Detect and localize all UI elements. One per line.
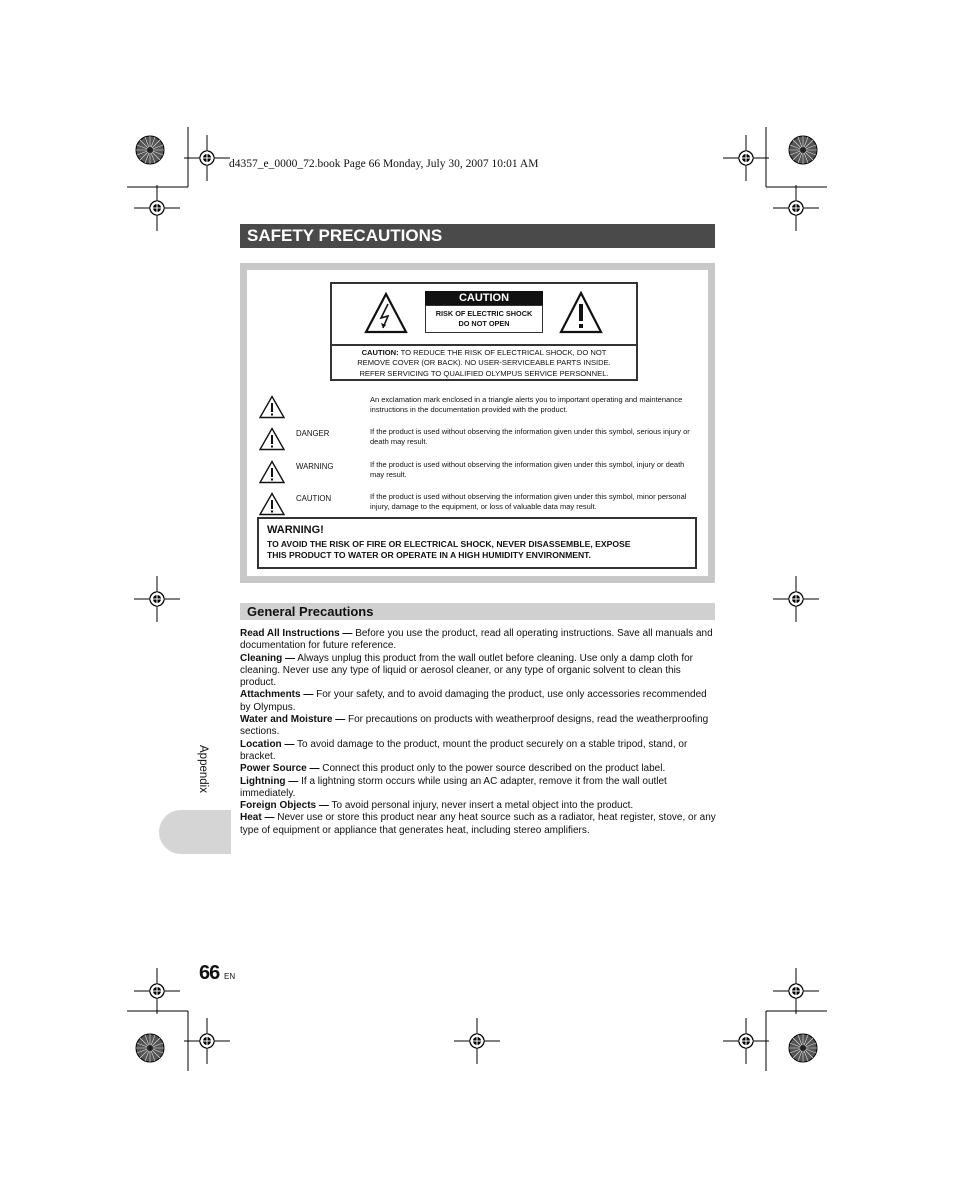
book-header-line: d4357_e_0000_72.book Page 66 Monday, July 30, 2007 10:01 AM [229,158,539,170]
caution-label: CAUTION [425,291,543,305]
symbol-row-danger [259,427,699,455]
symbol-row [259,395,699,423]
symbol-row-caution [259,492,699,520]
item-text: Always unplug this product from the wall outlet before cleaning. Use only a damp cloth for cleaning. Never use any type of liquid or aerosol cleaner, or any type of organic solvent to clean this product. [240,652,694,689]
symbol-label-caution: CAUTION [296,494,332,503]
warning-box [257,517,697,569]
symbol-description: If the product is used without observing the information given under this symbol, injury or death may result. [370,460,685,480]
caution-note-line1: TO REDUCE THE RISK OF ELECTRICAL SHOCK, DO NOT [398,348,607,357]
item-text: To avoid damage to the product, mount the product securely on a stable tripod, stand, or bracket. [240,738,688,762]
item-term: Read All Instructions — [240,628,353,639]
list-item [240,689,718,714]
caution-panel [330,282,638,381]
general-precautions-list [240,628,718,837]
caution-panel-top [332,284,636,346]
item-text: For precautions on products with weatherproof designs, read the weatherproofing sections. [240,714,709,738]
safety-box [240,263,715,583]
caution-subtitle-line2: DO NOT OPEN [458,319,510,328]
exclamation-triangle-icon [259,395,285,419]
item-term: Water and Moisture — [240,714,346,726]
caution-note-bold: CAUTION: [361,348,399,357]
item-text: Connect this product only to the power source described on the product label. [319,763,666,775]
symbol-label-warning: WARNING [296,462,334,471]
item-text: For your safety, and to avoid damaging the product, use only accessories recommended by Olympus. [240,689,707,713]
symbol-description: An exclamation mark enclosed in a triangle alerts you to important operating and maintenance instructions in the documentation provided with the product. [370,395,683,415]
item-term: Lightning — [240,775,299,787]
item-term: Location — [240,738,295,750]
exclamation-triangle-icon [259,427,285,451]
caution-note [336,348,632,379]
warning-title: WARNING! [267,524,324,536]
lightning-triangle-icon [364,292,408,334]
item-term: Power Source — [240,763,320,775]
list-item [240,714,718,739]
item-term: Foreign Objects — [240,800,329,812]
safety-box-inner [247,270,708,576]
section-title: SAFETY PRECAUTIONS [240,224,715,248]
exclamation-triangle-icon [259,460,285,484]
exclamation-triangle-icon [259,492,285,516]
list-item [240,776,718,801]
item-term: Attachments — [240,689,314,701]
page-language: EN [224,972,236,981]
list-item [240,739,718,764]
list-item [240,800,718,812]
list-item [240,812,718,837]
symbol-row-warning [259,460,699,488]
side-tab [159,810,231,854]
exclamation-triangle-icon [559,291,603,335]
warning-text [267,539,691,561]
list-item [240,628,718,653]
caution-note-line3: REFER SERVICING TO QUALIFIED OLYMPUS SERVICE PERSONNEL. [359,368,609,378]
list-item [240,653,718,690]
symbol-label-danger: DANGER [296,429,330,438]
item-text: If a lightning storm occurs while using an AC adapter, remove it from the wall outlet immediately. [240,775,667,799]
item-text: To avoid personal injury, never insert a metal object into the product. [328,800,634,812]
general-precautions-title: General Precautions [240,603,715,620]
warning-text-line1: TO AVOID THE RISK OF FIRE OR ELECTRICAL SHOCK, NEVER DISASSEMBLE, EXPOSE [267,539,631,549]
item-term: Heat — [240,812,275,824]
item-term: Cleaning — [240,652,296,664]
item-text: Before you use the product, read all operating instructions. Save all manuals and documentation for future reference. [240,628,713,652]
caution-subtitle-line1: RISK OF ELECTRIC SHOCK [435,309,533,318]
page-number: 66 [199,962,220,984]
list-item [240,763,718,775]
caution-note-line2: REMOVE COVER (OR BACK). NO USER-SERVICEABLE PARTS INSIDE. [357,358,611,368]
caution-subtitle [425,305,543,333]
warning-text-line2: THIS PRODUCT TO WATER OR OPERATE IN A HIGH HUMIDITY ENVIRONMENT. [267,550,591,560]
symbol-description: If the product is used without observing the information given under this symbol, minor personal injury, damage to the equipment, or loss of valuable data may result. [370,492,687,512]
item-text: Never use or store this product near any heat source such as a radiator, heat register, stove, or any type of equipment or appliance that generates heat, including stereo amplifiers. [240,812,716,836]
appendix-label: Appendix [197,745,209,793]
symbol-description: If the product is used without observing the information given under this symbol, serious injury or death may result. [370,427,690,447]
